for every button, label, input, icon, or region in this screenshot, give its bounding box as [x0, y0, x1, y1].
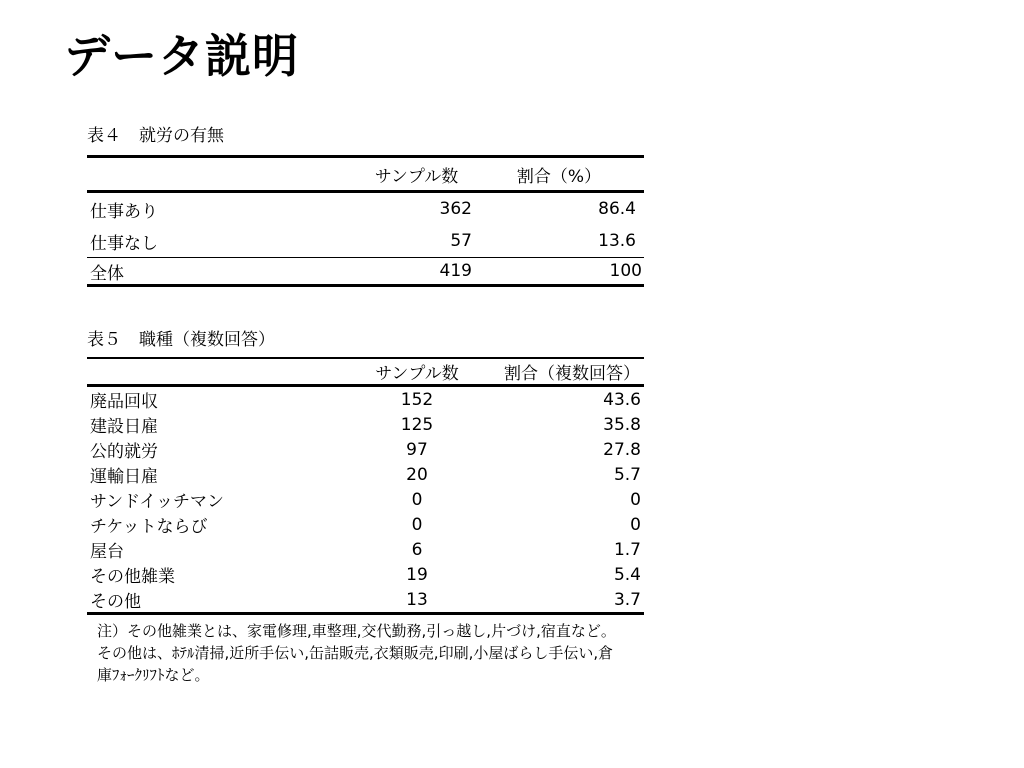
row-count: 6 — [411, 539, 423, 560]
table5-caption-title: 職種（複数回答） — [139, 330, 275, 350]
row-ratio: 86.4 — [598, 199, 636, 219]
table-footnote: 注）その他雑業とは、家電修理,車整理,交代勤務,引っ越し,片づけ,宿直など。その他は、ﾎﾃﾙ清掃,近所手伝い,缶詰販売,衣類販売,印刷,小屋ばらし手伝い,倉庫ﾌｫｰｸﾘﾌﾄなど。 — [97, 622, 616, 684]
table5-caption — [87, 329, 275, 351]
row-ratio: 3.7 — [475, 587, 644, 614]
header-cell-label — [87, 157, 359, 192]
row-count: 152 — [400, 389, 434, 410]
row-label: 屋台 — [90, 542, 124, 562]
row-ratio: 43.6 — [603, 389, 641, 410]
table5-caption-number: 表５ — [87, 330, 121, 350]
row-count: 0 — [411, 514, 423, 535]
row-count: 19 — [406, 564, 428, 585]
row-ratio: 27.8 — [603, 439, 641, 460]
row-label: 運輸日雇 — [90, 467, 158, 487]
row-label: 仕事なし — [90, 233, 158, 254]
row-ratio: 1.7 — [613, 539, 641, 560]
row-count: 57 — [450, 231, 472, 251]
row-label: チケットならび — [90, 517, 208, 537]
row-count: 97 — [406, 439, 428, 460]
table-row — [87, 412, 644, 437]
table4-caption-number: 表４ — [87, 126, 121, 146]
table-total-row — [87, 258, 644, 286]
row-ratio: 35.8 — [603, 414, 641, 435]
total-count: 419 — [359, 258, 474, 286]
row-ratio: 13.6 — [598, 231, 636, 251]
row-count: 20 — [406, 464, 428, 485]
header-cell-ratio: 割合（%） — [474, 157, 644, 192]
row-count: 362 — [439, 199, 472, 219]
table-row — [87, 562, 644, 587]
table-row — [87, 537, 644, 562]
table-row — [87, 192, 644, 226]
row-count: 0 — [411, 489, 423, 510]
table-row — [87, 487, 644, 512]
table-row — [87, 437, 644, 462]
table-row — [87, 462, 644, 487]
row-label: その他 — [87, 587, 359, 614]
total-label: 全体 — [87, 258, 359, 286]
table-row — [87, 587, 644, 614]
row-ratio: 0 — [630, 514, 641, 535]
table-header-row — [87, 157, 644, 192]
header-cell-sample-count: サンプル数 — [359, 358, 475, 386]
header-cell-sample-count: サンプル数 — [359, 157, 474, 192]
row-ratio: 5.7 — [613, 464, 641, 485]
table4-caption-title: 就労の有無 — [139, 126, 224, 146]
table-row — [87, 512, 644, 537]
table-header-row — [87, 358, 644, 386]
table-row — [87, 225, 644, 258]
table-row — [87, 386, 644, 413]
total-ratio: 100 — [474, 258, 644, 286]
row-label: その他雑業 — [90, 567, 175, 587]
row-count: 13 — [359, 587, 475, 614]
row-ratio: 5.4 — [613, 564, 641, 585]
page-title: データ説明 — [64, 29, 299, 83]
header-cell-ratio: 割合（複数回答） — [475, 358, 644, 386]
header-cell-label — [87, 358, 359, 386]
row-ratio: 0 — [630, 489, 641, 510]
table4-caption — [87, 125, 224, 147]
row-label: 公的就労 — [90, 442, 158, 462]
table5-occupation — [87, 357, 644, 615]
row-label: 廃品回収 — [90, 392, 158, 412]
row-count: 125 — [400, 414, 434, 435]
table4-employment-status — [87, 155, 644, 287]
row-label: 建設日雇 — [90, 417, 158, 437]
row-label: サンドイッチマン — [90, 492, 224, 512]
row-label: 仕事あり — [90, 201, 158, 222]
